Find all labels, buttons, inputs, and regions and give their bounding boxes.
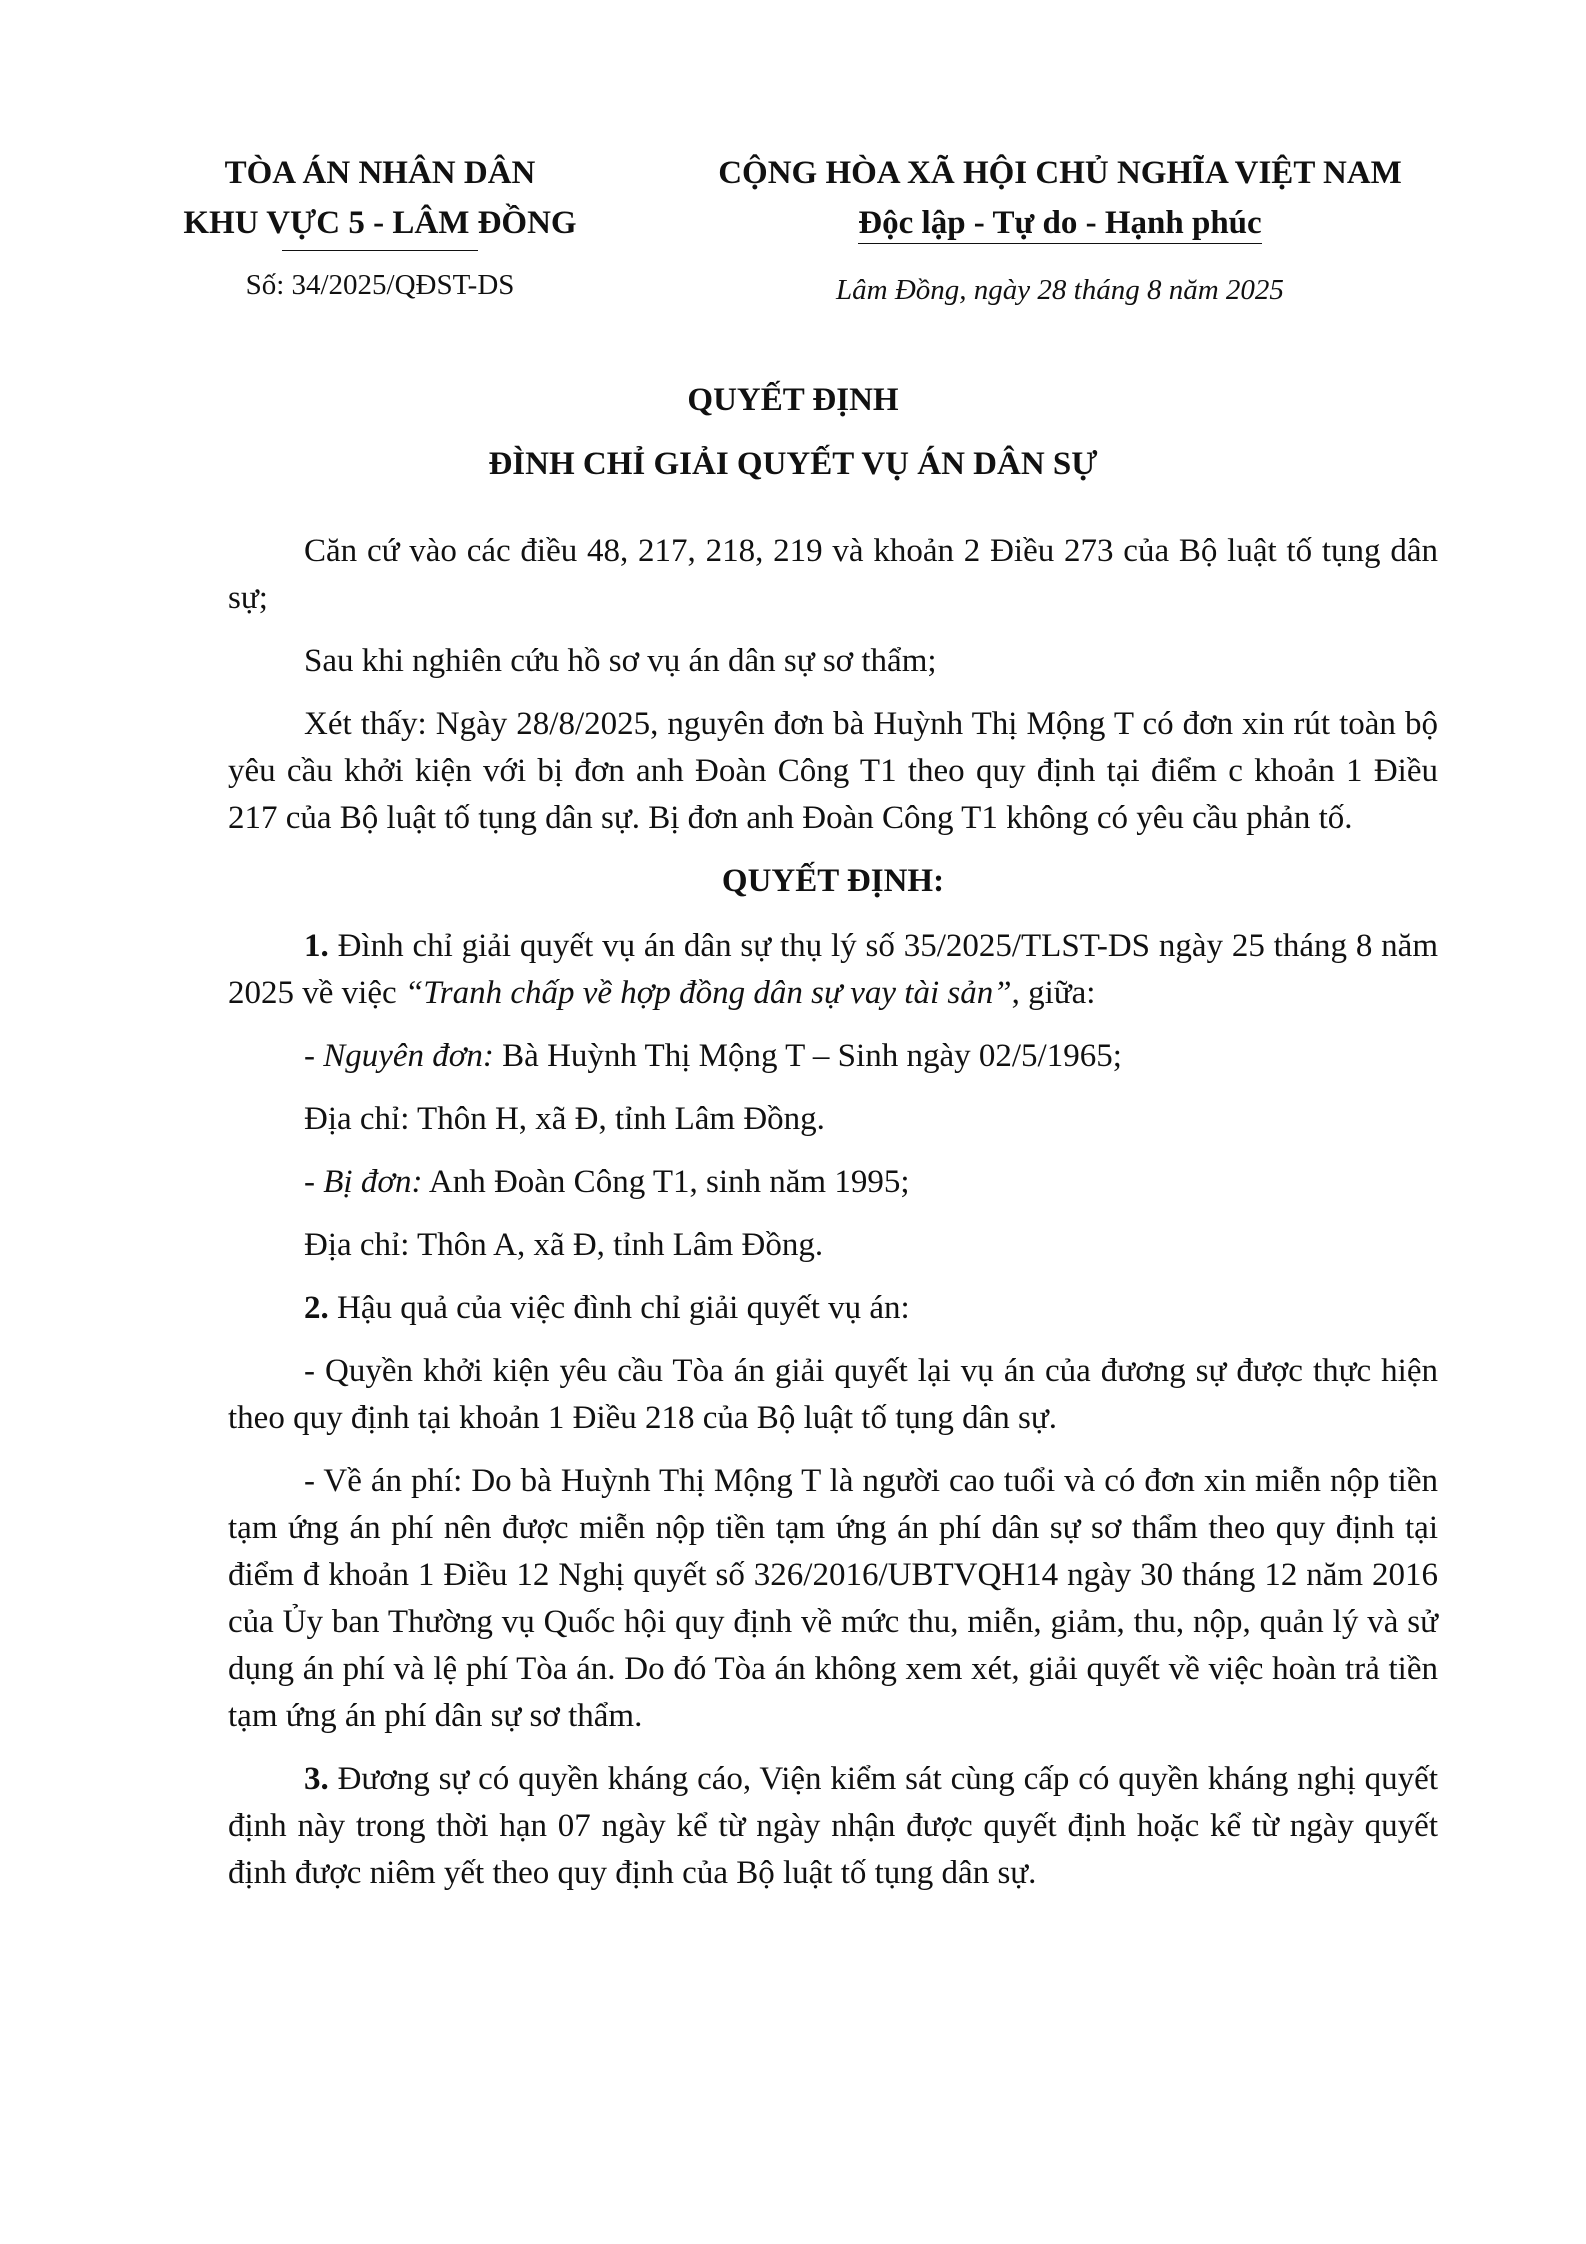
defendant-info: Anh Đoàn Công T1, sinh năm 1995; — [422, 1164, 910, 1200]
national-header — [680, 148, 1440, 310]
defendant-address: Địa chỉ: Thôn A, xã Đ, tỉnh Lâm Đồng. — [304, 1227, 824, 1263]
item-number: 2. — [304, 1290, 329, 1326]
plaintiff-info: Bà Huỳnh Thị Mộng T – Sinh ngày 02/5/1965; — [493, 1038, 1122, 1074]
republic-name: CỘNG HÒA XÃ HỘI CHỦ NGHĨA VIỆT NAM — [718, 155, 1402, 191]
case-title: “Tranh chấp về hợp đồng dân sự vay tài sản” — [404, 975, 1012, 1011]
plaintiff-label: Nguyên đơn: — [323, 1038, 494, 1074]
study-paragraph: Sau khi nghiên cứu hồ sơ vụ án dân sự sơ thẩm; — [304, 643, 937, 679]
dash: - — [304, 1164, 324, 1200]
item-text-tail: , giữa: — [1011, 975, 1096, 1011]
decision-item-2 — [228, 1285, 1438, 1332]
national-motto: Độc lập - Tự do - Hạnh phúc — [858, 203, 1261, 244]
place-date: Lâm Đồng, ngày 28 tháng 8 năm 2025 — [836, 274, 1284, 306]
document-body — [228, 528, 1438, 1913]
plaintiff-address: Địa chỉ: Thôn H, xã Đ, tỉnh Lâm Đồng. — [304, 1101, 825, 1137]
dash: - — [304, 1038, 324, 1074]
item-number: 3. — [304, 1761, 329, 1797]
defendant-line — [228, 1159, 1438, 1206]
document-title: QUYẾT ĐỊNH — [687, 382, 899, 418]
item-text: Đương sự có quyền kháng cáo, Viện kiểm sát cùng cấp có quyền kháng nghị quyết định này trong thời hạn 07 ngày kể từ ngày nhận được quyết định hoặc kể từ ngày quyết định được niêm yết theo quy định của Bộ luật tố tụng dân sự. — [228, 1761, 1438, 1891]
right-to-sue-paragraph: - Quyền khởi kiện yêu cầu Tòa án giải quyết lại vụ án của đương sự được thực hiện theo quy định tại khoản 1 Điều 218 của Bộ luật tố tụng dân sự. — [228, 1353, 1438, 1436]
item-text: Đình chỉ giải quyết vụ án dân sự thụ lý số 35/2025/TLST-DS ngày 25 tháng 8 năm 2025 về việc — [228, 928, 1438, 1011]
decision-number: Số: 34/2025/QĐST-DS — [245, 269, 515, 301]
finding-paragraph: Xét thấy: Ngày 28/8/2025, nguyên đơn bà Huỳnh Thị Mộng T có đơn xin rút toàn bộ yêu cầu khởi kiện với bị đơn anh Đoàn Công T1 theo quy định tại điểm c khoản 1 Điều 217 của Bộ luật tố tụng dân sự. Bị đơn anh Đoàn Công T1 không có yêu cầu phản tố. — [228, 706, 1438, 836]
decision-item-1 — [228, 923, 1438, 1017]
court-region: KHU VỰC 5 - LÂM ĐỒNG — [183, 205, 577, 241]
document-subtitle: ĐÌNH CHỈ GIẢI QUYẾT VỤ ÁN DÂN SỰ — [488, 446, 1098, 482]
header-divider — [282, 250, 478, 251]
defendant-label: Bị đơn: — [323, 1164, 423, 1200]
decision-item-3 — [228, 1756, 1438, 1897]
item-number: 1. — [304, 928, 329, 964]
court-name: TÒA ÁN NHÂN DÂN — [224, 155, 536, 191]
decision-heading: QUYẾT ĐỊNH: — [721, 863, 945, 899]
plaintiff-line — [228, 1033, 1438, 1080]
legal-basis-paragraph: Căn cứ vào các điều 48, 217, 218, 219 và khoản 2 Điều 273 của Bộ luật tố tụng dân sự; — [228, 533, 1438, 616]
court-header — [150, 148, 610, 305]
item-text: Hậu quả của việc đình chỉ giải quyết vụ án: — [328, 1290, 910, 1326]
court-fee-paragraph: - Về án phí: Do bà Huỳnh Thị Mộng T là người cao tuổi và có đơn xin miễn nộp tiền tạm ứng án phí nên được miễn nộp tiền tạm ứng án phí dân sự sơ thẩm theo quy định tại điểm đ khoản 1 Điều 12 Nghị quyết số 326/2016/UBTVQH14 ngày 30 tháng 12 năm 2016 của Ủy ban Thường vụ Quốc hội quy định về mức thu, miễn, giảm, thu, nộp, quản lý và sử dụng án phí và lệ phí Tòa án. Do đó Tòa án không xem xét, giải quyết về việc hoàn trả tiền tạm ứng án phí dân sự sơ thẩm. — [228, 1463, 1438, 1734]
